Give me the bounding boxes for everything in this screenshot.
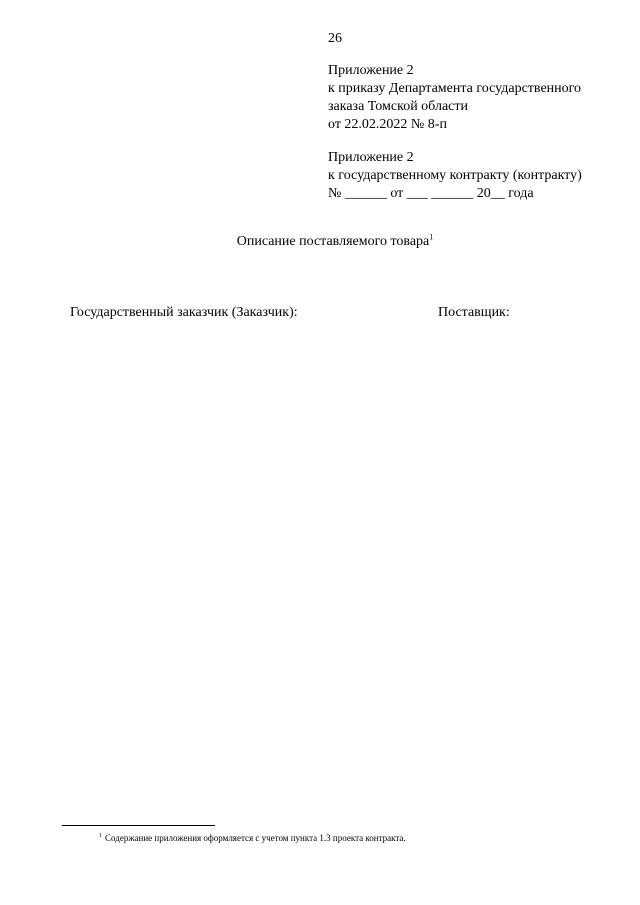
appendix-order-block	[328, 62, 581, 134]
title-footnote-ref: 1	[429, 232, 434, 242]
appendix-contract-block	[328, 149, 582, 203]
appendix-order-line: от 22.02.2022 № 8-п	[328, 117, 447, 132]
appendix-contract-line: № ______ от ___ ______ 20__ года	[328, 186, 534, 201]
appendix-contract-line: к государственному контракту (контракту)	[328, 168, 582, 183]
appendix-contract-line: Приложение 2	[328, 150, 414, 165]
appendix-order-line: к приказу Департамента государственного	[328, 81, 582, 96]
supplier-label: Поставщик:	[438, 305, 510, 320]
document-title	[0, 233, 640, 251]
customer-label: Государственный заказчик (Заказчик):	[70, 305, 298, 320]
appendix-order-line: заказа Томской области	[328, 99, 468, 114]
footnote	[99, 832, 406, 844]
footnote-marker: 1	[99, 833, 102, 839]
footnote-divider	[62, 825, 215, 826]
page-number: 26	[328, 31, 342, 46]
footnote-text: Содержание приложения оформляется с учетом пункта 1.3 проекта контракта.	[105, 833, 406, 843]
document-title-text: Описание поставляемого товара	[236, 234, 430, 249]
appendix-order-line: Приложение 2	[328, 63, 414, 78]
